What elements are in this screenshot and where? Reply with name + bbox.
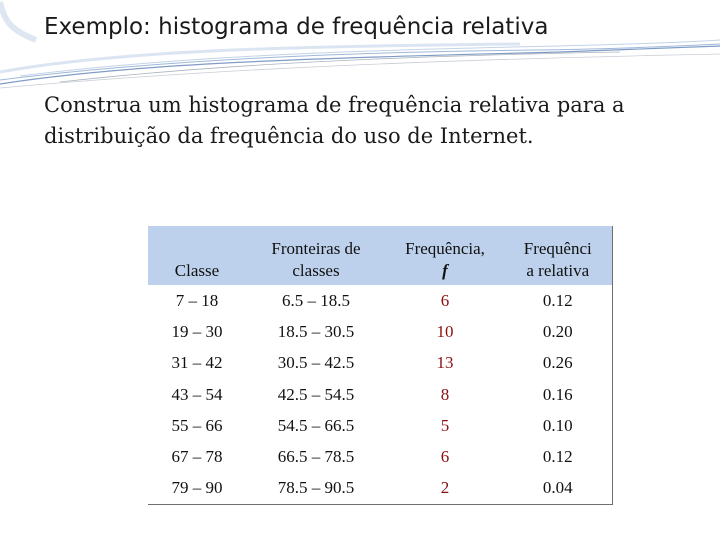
cell-classe: 43 – 54 (148, 379, 246, 410)
cell-relativa: 0.12 (504, 285, 612, 316)
cell-frequencia: 8 (386, 379, 504, 410)
table-row (148, 348, 612, 379)
header-frequencia-relativa: Frequênci a relativa (504, 226, 612, 285)
table-row (148, 285, 612, 316)
cell-fronteiras: 30.5 – 42.5 (246, 348, 386, 379)
header-frequencia: Frequência, f (386, 226, 504, 285)
cell-frequencia: 5 (386, 410, 504, 441)
cell-fronteiras: 54.5 – 66.5 (246, 410, 386, 441)
frequency-table (148, 226, 613, 505)
cell-fronteiras: 18.5 – 30.5 (246, 316, 386, 347)
cell-frequencia: 13 (386, 348, 504, 379)
cell-classe: 79 – 90 (148, 473, 246, 505)
cell-fronteiras: 66.5 – 78.5 (246, 441, 386, 472)
intro-line-2: distribuição da frequência do uso de Internet. (44, 124, 534, 148)
table-row (148, 473, 612, 505)
cell-classe: 67 – 78 (148, 441, 246, 472)
cell-fronteiras: 78.5 – 90.5 (246, 473, 386, 505)
cell-classe: 7 – 18 (148, 285, 246, 316)
intro-line-1: Construa um histograma de frequência relativa para a (44, 93, 625, 117)
header-classe: Classe (148, 226, 246, 285)
cell-frequencia: 2 (386, 473, 504, 505)
table-row (148, 316, 612, 347)
table-row (148, 441, 612, 472)
cell-relativa: 0.26 (504, 348, 612, 379)
cell-relativa: 0.10 (504, 410, 612, 441)
table-row (148, 379, 612, 410)
cell-relativa: 0.12 (504, 441, 612, 472)
header-fronteiras: Fronteiras de classes (246, 226, 386, 285)
cell-classe: 55 – 66 (148, 410, 246, 441)
cell-classe: 19 – 30 (148, 316, 246, 347)
cell-relativa: 0.20 (504, 316, 612, 347)
cell-frequencia: 6 (386, 285, 504, 316)
cell-fronteiras: 42.5 – 54.5 (246, 379, 386, 410)
cell-classe: 31 – 42 (148, 348, 246, 379)
cell-fronteiras: 6.5 – 18.5 (246, 285, 386, 316)
cell-frequencia: 6 (386, 441, 504, 472)
table-header-row (148, 226, 612, 285)
table-row (148, 410, 612, 441)
cell-frequencia: 10 (386, 316, 504, 347)
slide-title: Exemplo: histograma de frequência relativa (44, 14, 549, 40)
cell-relativa: 0.04 (504, 473, 612, 505)
intro-text (44, 90, 684, 152)
cell-relativa: 0.16 (504, 379, 612, 410)
